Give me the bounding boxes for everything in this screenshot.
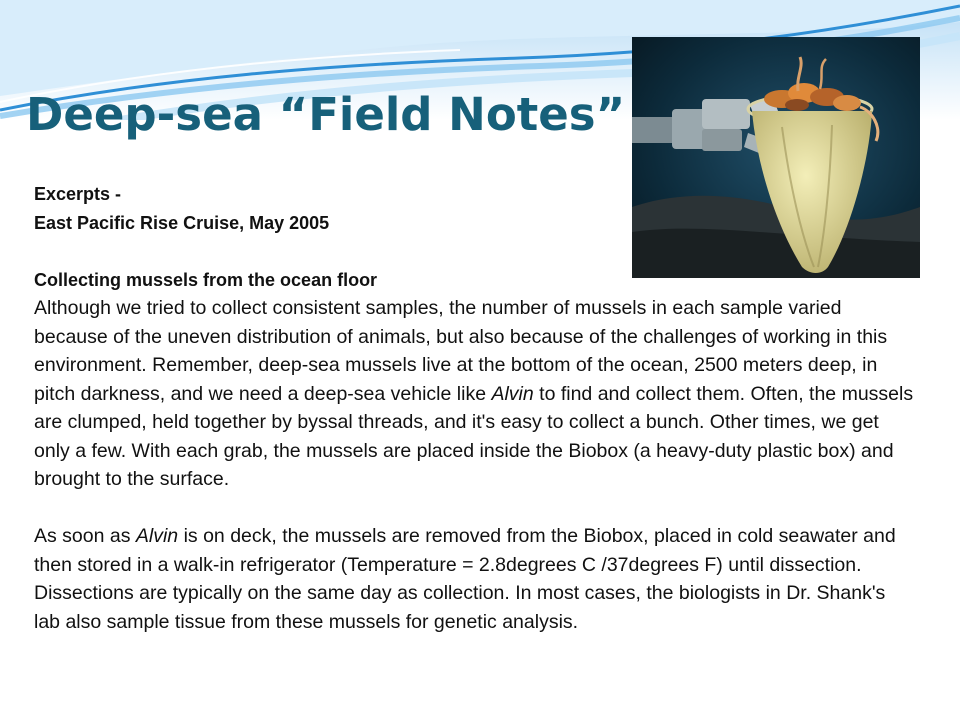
section-heading: Collecting mussels from the ocean floor	[34, 269, 378, 290]
spacer	[34, 494, 914, 523]
slide-title: Deep-sea “Field Notes”	[26, 88, 626, 141]
paragraph-collecting-part1: Although we tried to collect consistent samples, the number of mussels in each sample varied because of the uneven distribution of animals, but also because of the challenges of working in this environment. Remember, deep-sea mussels live at the bottom of the ocean, 2500 meters deep, in pitch darkness, and we need a deep-sea vehicle like	[34, 297, 888, 405]
paragraph-storage-part1: As soon as	[34, 525, 136, 547]
paragraph-collecting-part2: to find and collect them. Often, the mussels are clumped, held together by byssal threads, and it's easy to collect a bunch. Other times, we get only a few. With each grab, the mussels are placed inside the Biobox (a heavy-duty plastic box) and brought to the surface.	[34, 382, 914, 490]
spacer	[34, 237, 914, 266]
paragraph-collecting	[34, 294, 914, 494]
vehicle-name-alvin: Alvin	[491, 382, 534, 405]
paragraph-storage-part2: is on deck, the mussels are removed from the Biobox, placed in cold seawater and then stored in a walk-in refrigerator (Temperature = 2.8degrees C /37degrees F) until dissection. Dissections are typically on the same day as collection. In most cases, the biologists in Dr. Shank's lab also sample tissue from these mussels for genetic analysis.	[34, 525, 896, 633]
excerpts-label: Excerpts -	[34, 184, 122, 204]
paragraph-storage	[34, 522, 914, 636]
slide-body	[34, 180, 914, 636]
cruise-subtitle: East Pacific Rise Cruise, May 2005	[34, 212, 330, 233]
vehicle-name-alvin: Alvin	[135, 525, 179, 547]
